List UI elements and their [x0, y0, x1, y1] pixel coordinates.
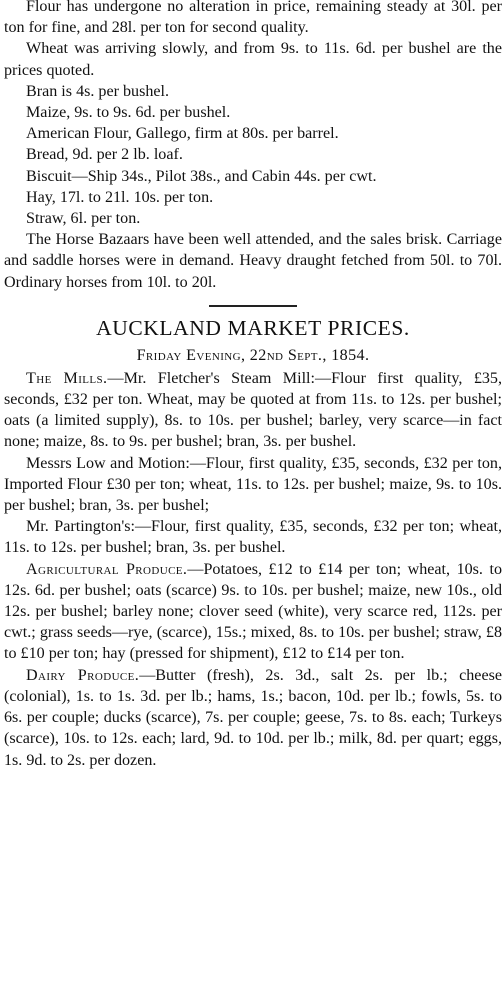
mills-entry [4, 368, 502, 453]
bread-price-line: Bread, 9d. per 2 lb. loaf. [26, 146, 183, 164]
dairy-produce-lead: Dairy Produce. [26, 666, 140, 684]
agricultural-produce-body: —Potatoes, £12 to £14 per ton; wheat, 10s. to 12s. 6d. per bushel; oats (scarce) 9s. to 10s. per bushel; maize, new 10s., old 12s. per bushel; barley none; clover seed (white), very scarce red, 112s. per cwt.; grass seeds—rye, (scarce), 15s.; mixed, 8s. to 10s. per bushel; straw, £8 to £10 per ton; hay (pressed for shipment), £12 to £14 per ton. [4, 560, 503, 663]
maize-price-line: Maize, 9s. to 9s. 6d. per bushel. [26, 104, 231, 122]
section-divider-rule [209, 305, 297, 307]
agricultural-produce-entry [4, 559, 502, 665]
low-and-motion-entry [4, 453, 502, 517]
dairy-produce-body: —Butter (fresh), 2s. 3d., salt 2s. per lb.; cheese (colonial), 1s. to 1s. 3d. per lb.; hams, 1s.; bacon, 10d. per lb.; fowls, 5s. to 6s. per couple; ducks (scarce), 7s. per couple; geese, 7s. to 8s. each; Turkeys (scarce), 10s. to 12s. each; lard, 9d. to 10d. per lb.; milk, 8d. per quart; eggs, 1s. 9d. to 2s. per dozen. [4, 666, 502, 769]
american-flour-price-line: American Flour, Gallego, firm at 80s. per barrel. [26, 125, 339, 143]
low-and-motion-entry-body: Messrs Low and Motion:—Flour, first quality, £35, seconds, £32 per ton, Imported Flour £30 per ton; wheat, 11s. to 12s. per bushel; maize, 9s. to 10s. per bushel; bran, 3s. per bushel; [4, 454, 502, 515]
biscuit-price-line: Biscuit—Ship 34s., Pilot 38s., and Cabin 44s. per cwt. [26, 167, 377, 185]
wheat-report-paragraph: Wheat was arriving slowly, and from 9s. to 11s. 6d. per bushel are the prices quoted. [4, 40, 502, 79]
hay-price-line: Hay, 17l. to 21l. 10s. per ton. [26, 188, 214, 206]
bran-price-line: Bran is 4s. per bushel. [26, 82, 170, 100]
dairy-produce-entry [4, 665, 502, 771]
mills-entry-lead: The Mills. [26, 369, 108, 387]
agricultural-produce-lead: Agricultural Produce. [26, 560, 188, 578]
flour-report-paragraph: Flour has undergone no alteration in price, remaining steady at 30l. per ton for fine, and 28l. per ton for second quality. [4, 0, 502, 37]
article-heading: AUCKLAND MARKET PRICES. [96, 315, 410, 340]
mills-entry-body: —Mr. Fletcher's Steam Mill:—Flour first quality, £35, seconds, £32 per ton. Wheat, may be quoted at from 11s. to 12s. per bushel; oats (a limited supply), 8s. to 10s. per bushel; barley, very scarce—in fact none; maize, 8s. to 9s. per bushel; bran, 3s. per bushel. [4, 369, 502, 451]
article-dateline: Friday Evening, 22nd Sept., 1854. [136, 346, 370, 364]
partington-entry [4, 516, 502, 558]
straw-price-line: Straw, 6l. per ton. [26, 210, 141, 228]
newspaper-column [4, 0, 502, 771]
partington-entry-body: Mr. Partington's:—Flour, first quality, £35, seconds, £32 per ton; wheat, 11s. to 12s. per bushel; bran, 3s. per bushel. [4, 518, 502, 557]
horse-bazaars-paragraph: The Horse Bazaars have been well attended, and the sales brisk. Carriage and saddle horses were in demand. Heavy draught fetched from 50l. to 70l. Ordinary horses from 10l. to 20l. [4, 231, 502, 291]
